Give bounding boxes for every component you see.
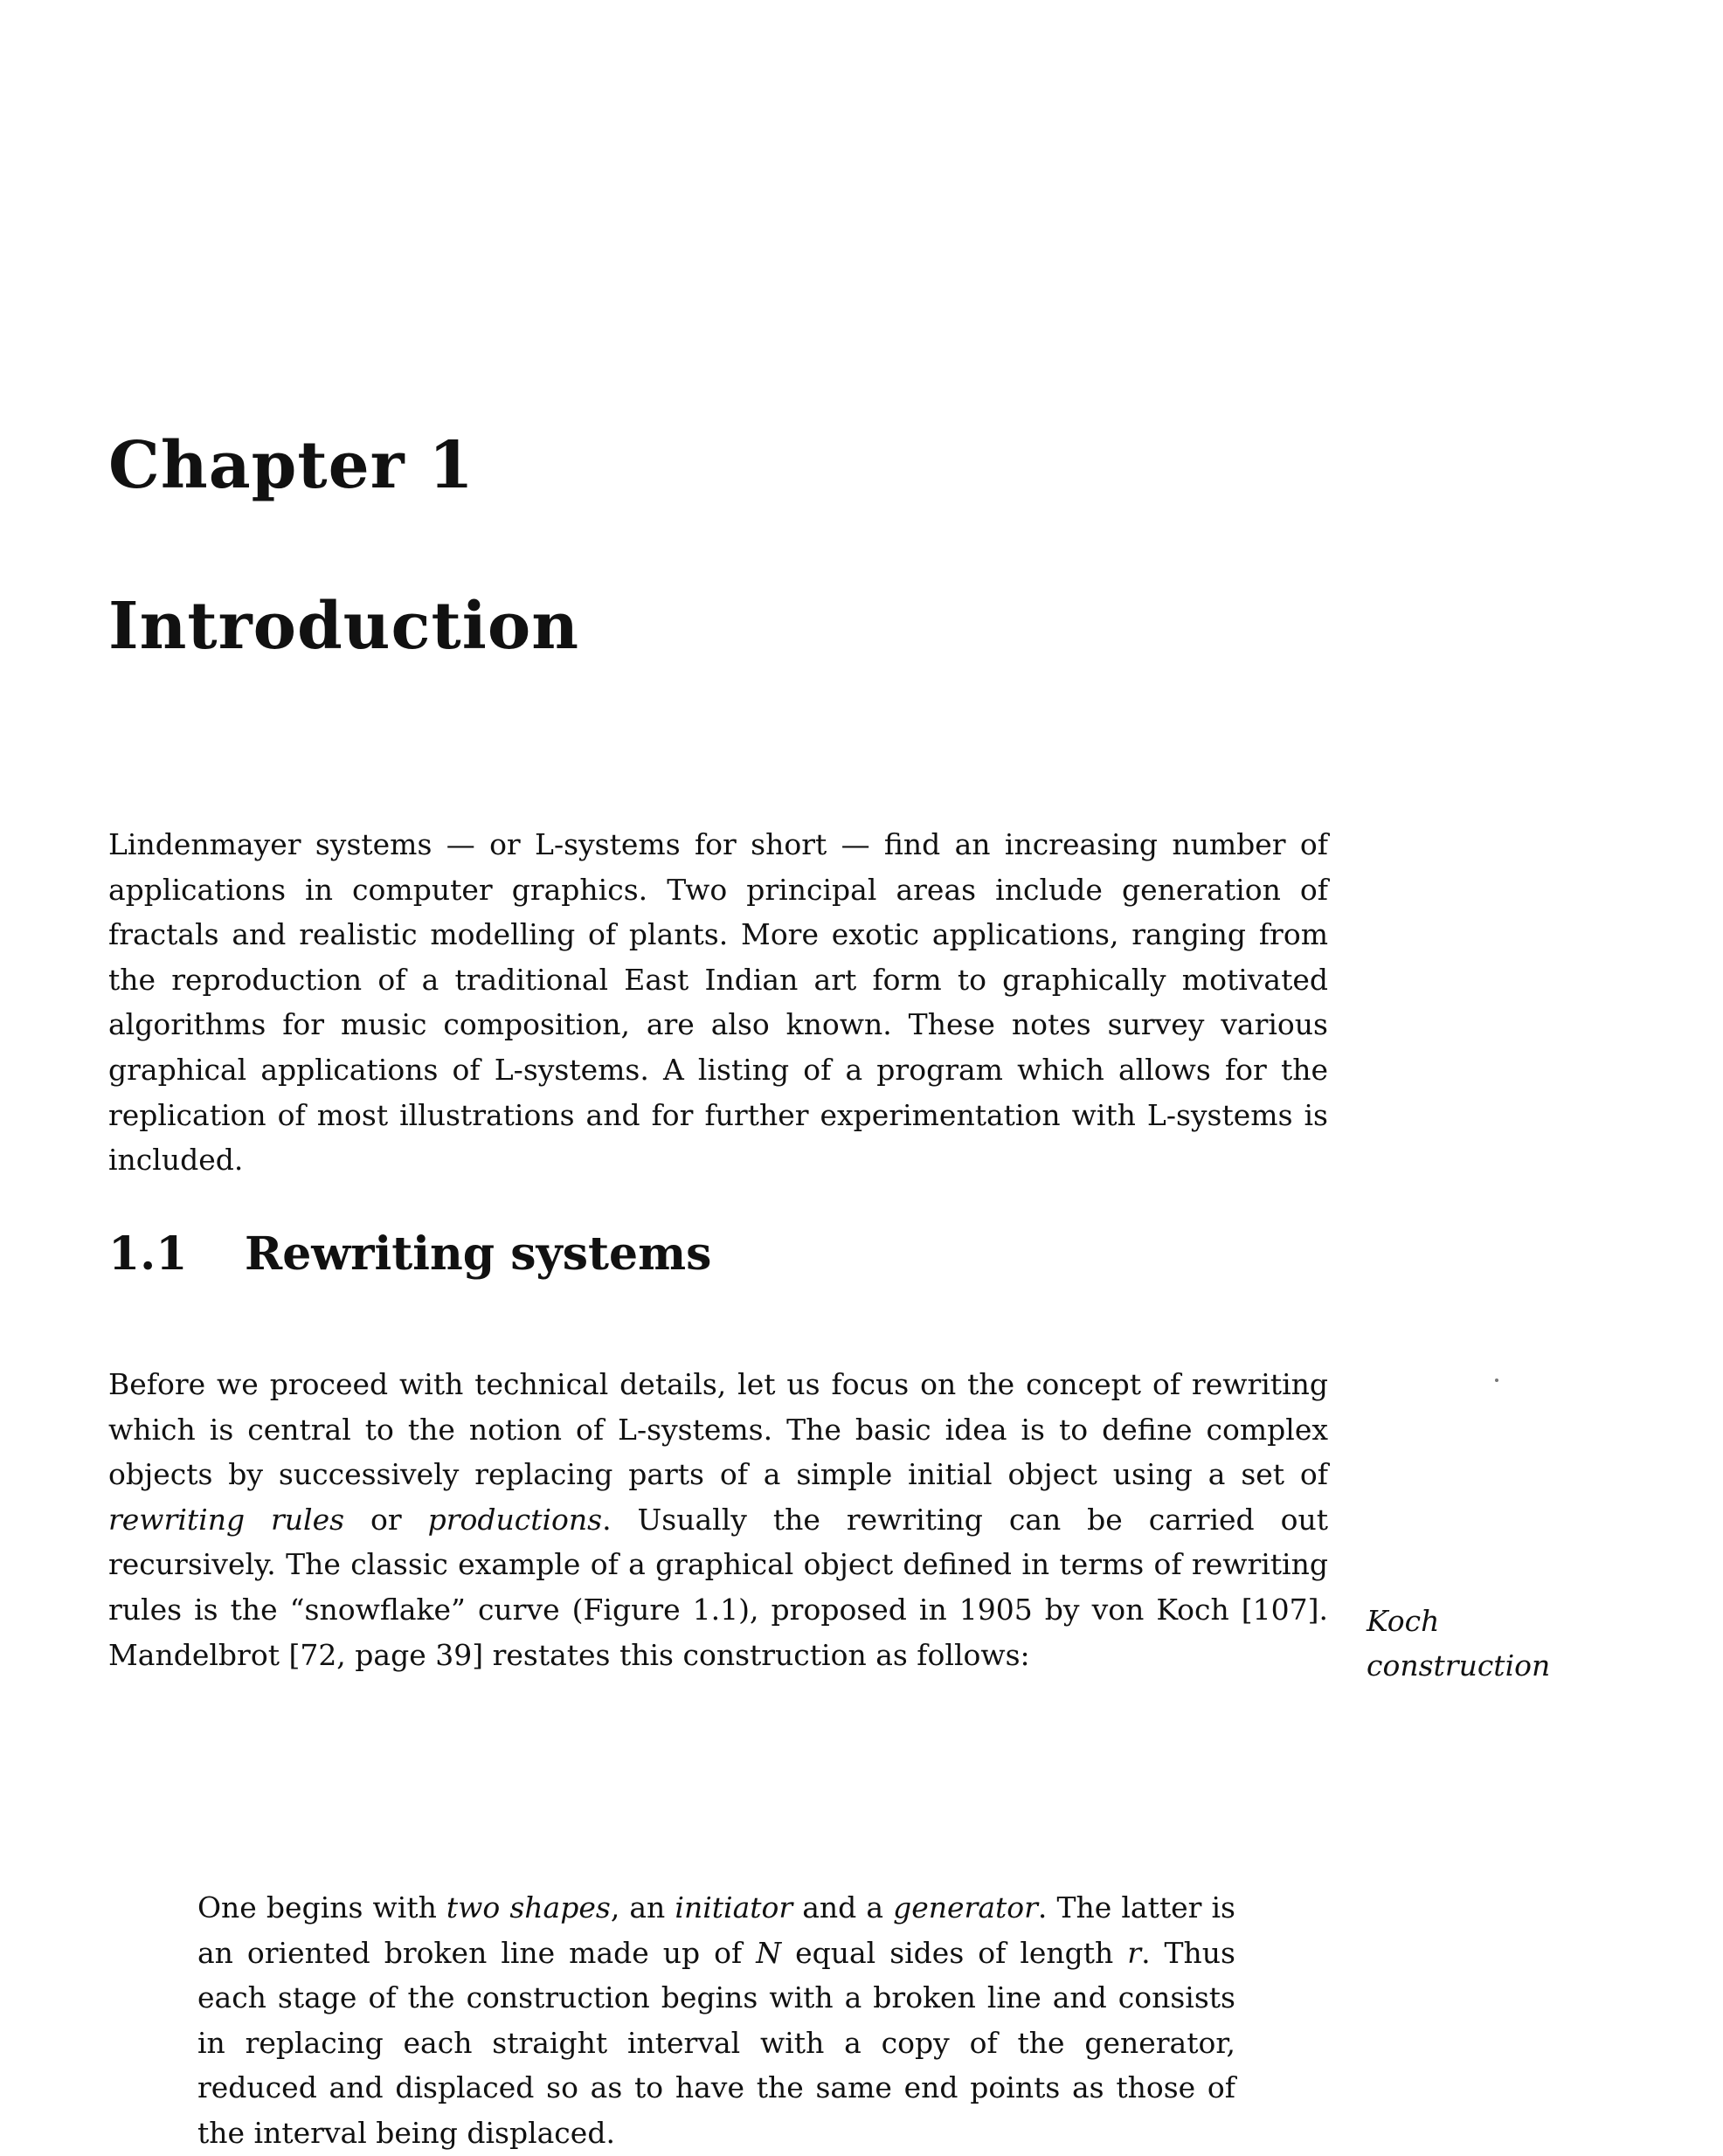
quote-term-initiator: initiator (675, 1890, 793, 1925)
quote-symbol-n: N (756, 1935, 782, 1970)
quote-text-5: equal sides of length (781, 1935, 1128, 1970)
quote-symbol-r: r (1127, 1935, 1142, 1970)
productions-term: productions (427, 1502, 603, 1537)
quote-term-two-shapes: two shapes (446, 1890, 611, 1925)
chapter-label: Chapter 1 (108, 428, 474, 503)
quote-text-3: and a (792, 1890, 894, 1925)
quote-text-2: , an (610, 1890, 675, 1925)
quote-term-generator: generator (893, 1890, 1038, 1925)
quote-text-1: One begins with (197, 1890, 446, 1925)
block-quote (197, 1885, 1235, 2156)
rewriting-text-3: . Usually the rewriting can be carried out recursively. The classic example of a graphical object defined in terms of rewriting rules is the “snowflake” curve (Figure 1.1), proposed in 1905 by von Koch [107]. Mandelbrot [72, page 39] restates this construction as follows: (108, 1502, 1328, 1672)
intro-paragraph: Lindenmayer systems — or L-systems for short — find an increasing number of applications in computer graphics. Two principal areas include generation of fractals and realistic modelling of plants. More exotic applications, ranging from the reproduction of a traditional East Indian art form to graphically motivated algorithms for music composition, are also known. These notes survey various graphical applications of L-systems. A listing of a program which allows for the replication of most illustrations and for further experimentation with L-systems is included. (108, 827, 1328, 1178)
margin-note (1367, 1599, 1550, 1688)
section-heading (108, 1227, 712, 1281)
rewriting-paragraph (108, 1362, 1328, 1677)
stray-dot (1495, 1379, 1498, 1382)
quote-text-4: . The latter is an oriented broken line made up of (197, 1890, 1235, 1970)
margin-note-line-2: construction (1367, 1648, 1551, 1683)
rewriting-rules-term: rewriting rules (108, 1502, 345, 1537)
rewriting-text-2: or (344, 1502, 428, 1537)
rewriting-text-1: Before we proceed with technical details, let us focus on the concept of rewriting which is central to the notion of L-systems. The basic idea is to define complex objects by successively replacing parts of a simple initial object using a set of (108, 1367, 1328, 1492)
chapter-title: Introduction (108, 589, 579, 664)
quote-text-6: . Thus each stage of the construction begins with a broken line and consists in replacing each straight interval with a copy of the generator, reduced and displaced so as to have the same end points as those of the interval being displaced. (197, 1935, 1235, 2150)
margin-note-line-1: Koch (1367, 1604, 1440, 1638)
section-number: 1.1 (108, 1227, 188, 1281)
section-title: Rewriting systems (245, 1227, 712, 1281)
